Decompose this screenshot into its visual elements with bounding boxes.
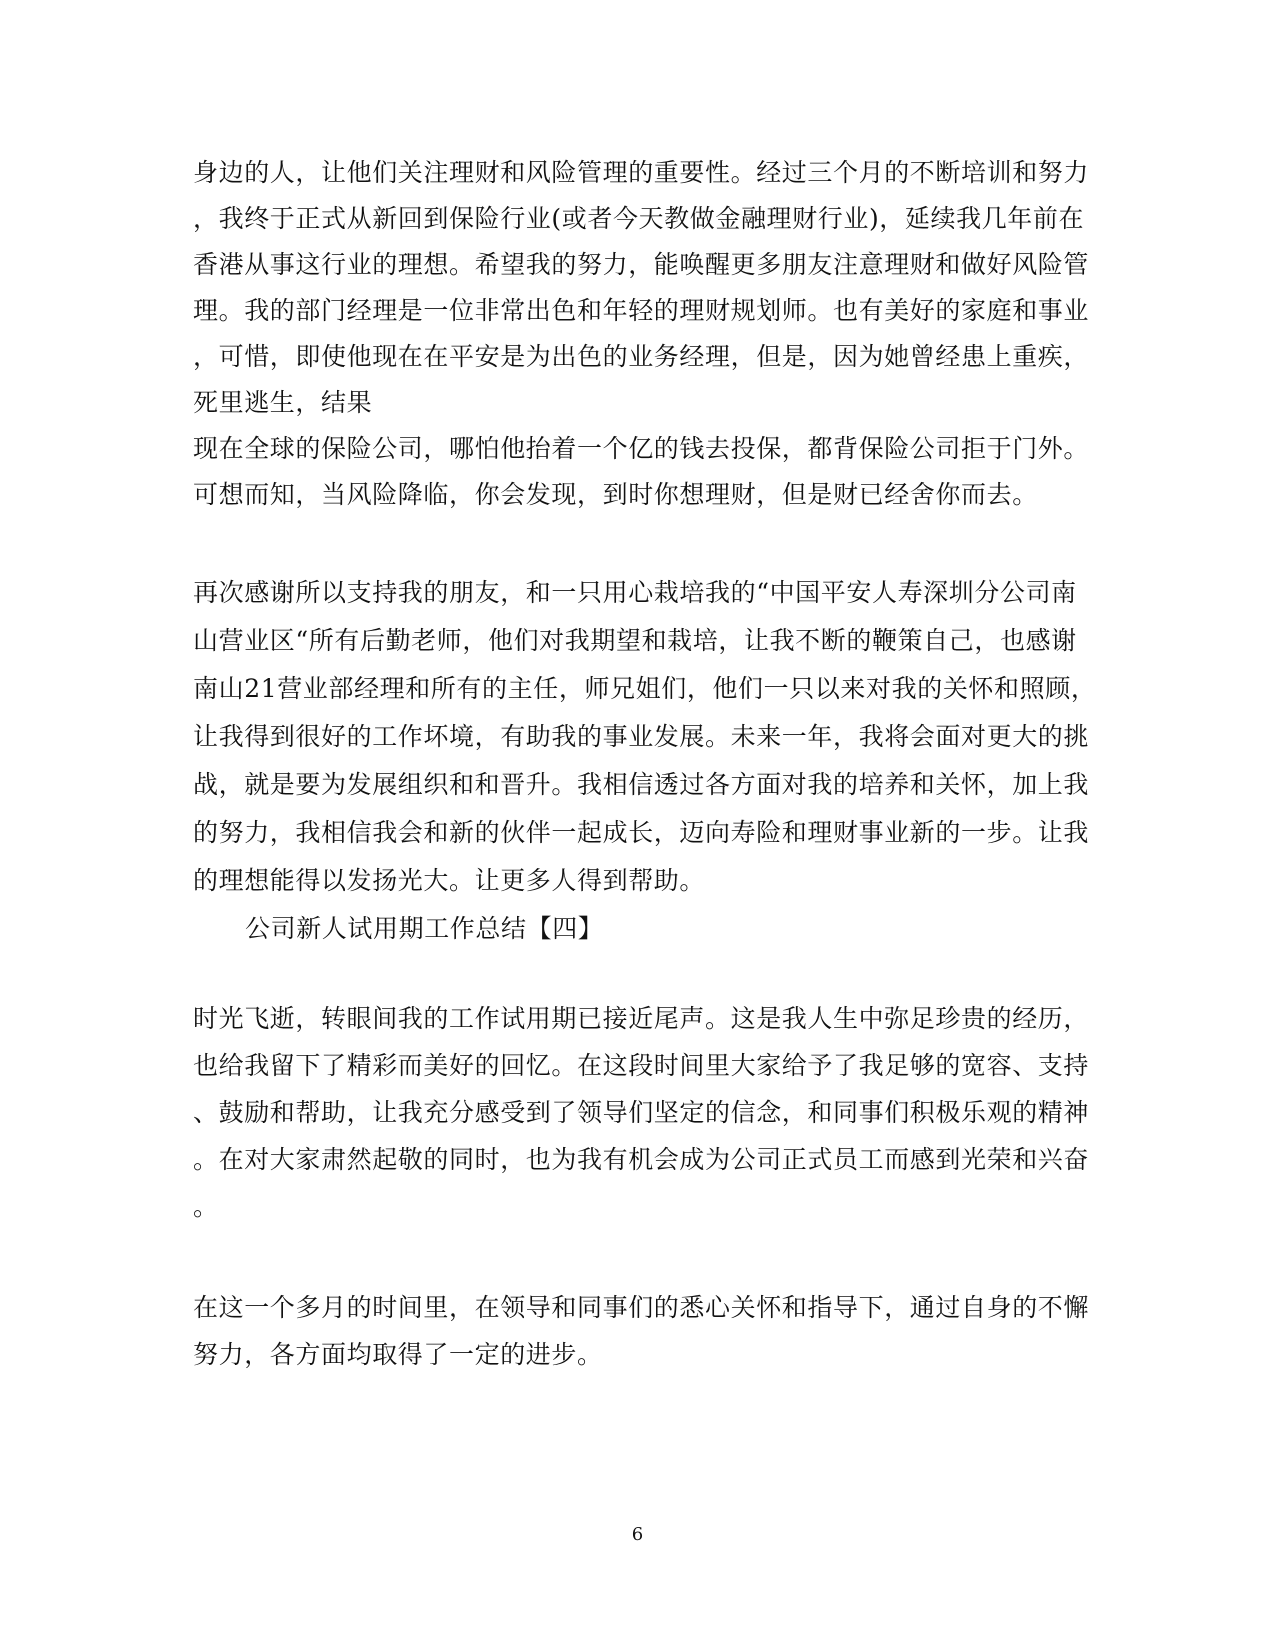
text-line: 香港从事这行业的理想。希望我的努力，能唤醒更多朋友注意理财和做好风险管: [193, 250, 1090, 279]
section-heading: 公司新人试用期工作总结【四】: [245, 914, 604, 943]
text-line: 现在全球的保险公司，哪怕他抬着一个亿的钱去投保，都背保险公司拒于门外。: [193, 434, 1090, 463]
text-line: 时光飞逝，转眼间我的工作试用期已接近尾声。这是我人生中弥足珍贵的经历，: [193, 1004, 1090, 1033]
text-line: 再次感谢所以支持我的朋友，和一只用心栽培我的“中国平安人寿深圳分公司南: [193, 578, 1077, 607]
text-line: ，我终于正式从新回到保险行业(或者今天教做金融理财行业)，延续我几年前在: [193, 204, 1085, 233]
text-line: 理。我的部门经理是一位非常出色和年轻的理财规划师。也有美好的家庭和事业: [193, 296, 1090, 325]
text-line: 的努力，我相信我会和新的伙伴一起成长，迈向寿险和理财事业新的一步。让我: [193, 818, 1090, 847]
text-line: 身边的人，让他们关注理财和风险管理的重要性。经过三个月的不断培训和努力: [193, 158, 1090, 187]
text-line: 。: [193, 1192, 219, 1221]
text-line: 可想而知，当风险降临，你会发现，到时你想理财，但是财已经舍你而去。: [193, 480, 1038, 509]
text-line: 、鼓励和帮助，让我充分感受到了领导们坚定的信念，和同事们积极乐观的精神: [193, 1098, 1090, 1127]
page-number: 6: [631, 1524, 644, 1545]
text-line: 南山21营业部经理和所有的主任，师兄姐们，他们一只以来对我的关怀和照顾，: [193, 674, 1097, 703]
text-line: 努力，各方面均取得了一定的进步。: [193, 1340, 603, 1369]
text-line: 山营业区“所有后勤老师，他们对我期望和栽培，让我不断的鞭策自己，也感谢: [193, 626, 1077, 655]
text-line: 。在对大家肃然起敬的同时，也为我有机会成为公司正式员工而感到光荣和兴奋: [193, 1145, 1090, 1174]
text-line: 让我得到很好的工作坏境，有助我的事业发展。未来一年，我将会面对更大的挑: [193, 722, 1090, 751]
text-line: 死里逃生，结果: [193, 388, 373, 417]
text-line: ，可惜，即使他现在在平安是为出色的业务经理，但是，因为她曾经患上重疾，: [193, 342, 1090, 371]
text-line: 也给我留下了精彩而美好的回忆。在这段时间里大家给予了我足够的宽容、支持: [193, 1051, 1090, 1080]
text-line: 的理想能得以发扬光大。让更多人得到帮助。: [193, 866, 706, 895]
text-line: 战，就是要为发展组织和和晋升。我相信透过各方面对我的培养和关怀，加上我: [193, 770, 1090, 799]
text-line: 在这一个多月的时间里，在领导和同事们的悉心关怀和指导下，通过自身的不懈: [193, 1293, 1090, 1322]
